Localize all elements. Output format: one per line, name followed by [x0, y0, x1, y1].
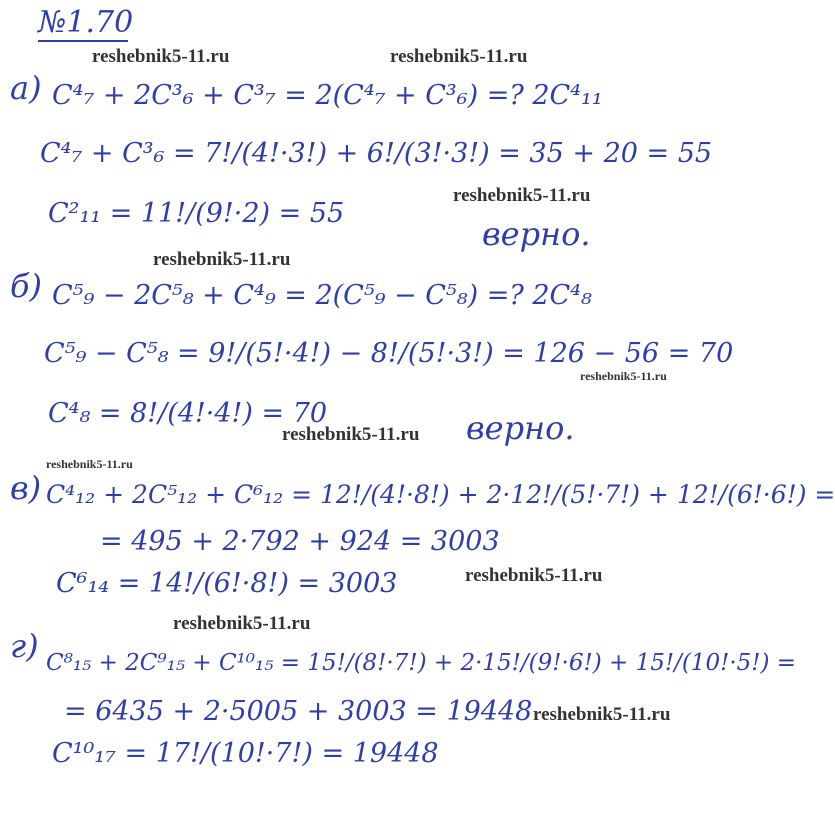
part-g-line3: C¹⁰₁₇ = 17!/(10!·7!) = 19448 — [52, 738, 439, 769]
watermark: reshebnik5-11.ru — [92, 46, 230, 67]
watermark: reshebnik5-11.ru — [580, 369, 667, 383]
title-underline — [38, 40, 128, 42]
part-a-line1: C⁴₇ + 2C³₆ + C³₇ = 2(C⁴₇ + C³₆) =? 2C⁴₁₁ — [52, 80, 603, 111]
watermark: reshebnik5-11.ru — [533, 704, 671, 725]
part-b-verdict: верно. — [466, 409, 575, 447]
problem-title: №1.70 — [38, 5, 134, 40]
part-v-line1: C⁴₁₂ + 2C⁵₁₂ + C⁶₁₂ = 12!/(4!·8!) + 2·12!/(5!·7!) + 12!/(6!·6!) = — [46, 480, 835, 509]
part-a-verdict: верно. — [482, 215, 591, 253]
watermark: reshebnik5-11.ru — [390, 46, 528, 67]
part-v-label: в) — [10, 469, 42, 507]
part-b-line3: C⁴₈ = 8!/(4!·4!) = 70 — [48, 398, 328, 429]
part-a-line3: C²₁₁ = 11!/(9!·2) = 55 — [48, 198, 345, 229]
part-g-line1: C⁸₁₅ + 2C⁹₁₅ + C¹⁰₁₅ = 15!/(8!·7!) + 2·15!/(9!·6!) + 15!/(10!·5!) = — [46, 650, 797, 676]
watermark: reshebnik5-11.ru — [46, 457, 133, 471]
part-v-line3: C⁶₁₄ = 14!/(6!·8!) = 3003 — [56, 568, 398, 599]
part-g-line2: = 6435 + 2·5005 + 3003 = 19448 — [64, 696, 533, 727]
watermark: reshebnik5-11.ru — [173, 613, 311, 634]
part-v-line2: = 495 + 2·792 + 924 = 3003 — [100, 526, 500, 557]
part-a-line2: C⁴₇ + C³₆ = 7!/(4!·3!) + 6!/(3!·3!) = 35 + 20 = 55 — [40, 138, 713, 169]
watermark: reshebnik5-11.ru — [282, 424, 420, 445]
part-b-line2: C⁵₉ − C⁵₈ = 9!/(5!·4!) − 8!/(5!·3!) = 126 − 56 = 70 — [44, 338, 734, 369]
part-a-label: а) — [10, 69, 42, 107]
watermark: reshebnik5-11.ru — [465, 565, 603, 586]
watermark: reshebnik5-11.ru — [453, 185, 591, 206]
part-g-label: г) — [10, 627, 39, 665]
watermark: reshebnik5-11.ru — [153, 249, 291, 270]
part-b-label: б) — [10, 267, 43, 305]
part-b-line1: C⁵₉ − 2C⁵₈ + C⁴₉ = 2(C⁵₉ − C⁵₈) =? 2C⁴₈ — [52, 280, 592, 311]
